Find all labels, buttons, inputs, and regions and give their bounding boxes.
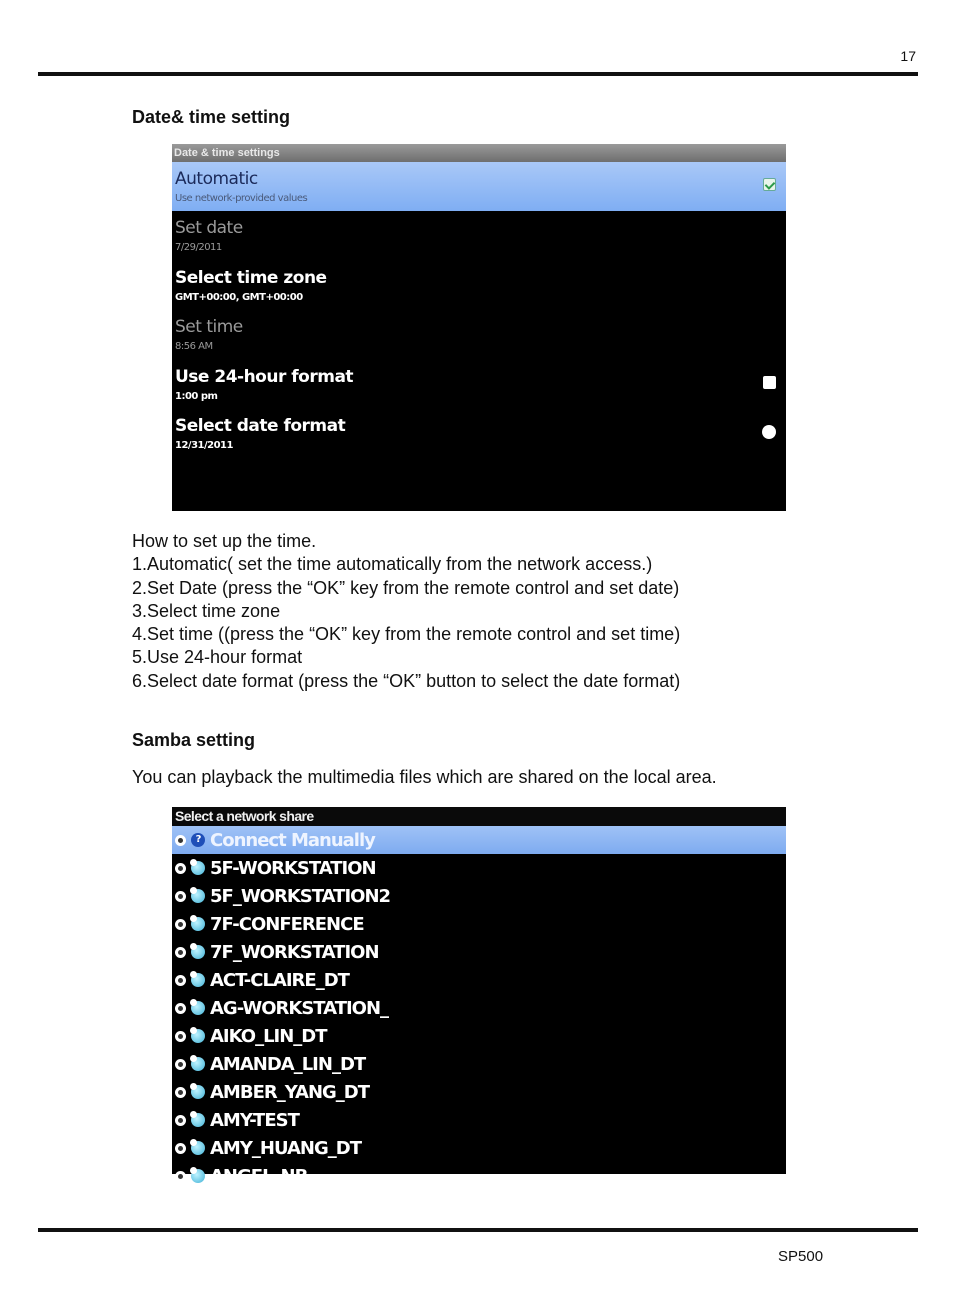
pref-automatic[interactable]: [172, 162, 786, 211]
pref-summary: 8:56 AM: [175, 341, 213, 353]
share-label: AMBER_YANG_DT: [210, 1081, 370, 1103]
share-label: AMANDA_LIN_DT: [210, 1053, 366, 1075]
pref-set-time[interactable]: [172, 310, 786, 360]
instruction-line: 1.Automatic( set the time automatically from the network access.): [132, 554, 653, 575]
pref-summary: Use network-provided values: [175, 193, 308, 204]
share-item-connect-manually[interactable]: [172, 826, 786, 854]
instructions: [132, 530, 680, 693]
share-label: ACT-CLAIRE_DT: [210, 969, 349, 991]
pref-set-date[interactable]: [172, 211, 786, 261]
share-item[interactable]: [172, 994, 786, 1022]
screenshot-title: Select a network share: [172, 807, 786, 826]
share-label: AG-WORKSTATION_: [210, 997, 389, 1019]
network-computer-icon: [191, 1057, 205, 1071]
share-item[interactable]: [172, 1162, 786, 1190]
network-computer-icon: [191, 1029, 205, 1043]
pref-select-time-zone[interactable]: [172, 261, 786, 311]
pref-title: Select time zone: [175, 267, 327, 288]
share-label: 7F-CONFERENCE: [210, 913, 364, 935]
bullet-icon: [175, 1143, 186, 1154]
share-item[interactable]: [172, 1022, 786, 1050]
share-item[interactable]: [172, 1106, 786, 1134]
bullet-icon: [175, 1059, 186, 1070]
bullet-icon: [175, 891, 186, 902]
bullet-icon: [175, 975, 186, 986]
network-computer-icon: [191, 1001, 205, 1015]
instruction-line: 3.Select time zone: [132, 600, 281, 621]
instruction-line: How to set up the time.: [132, 531, 317, 551]
share-label: AIKO_LIN_DT: [210, 1025, 327, 1047]
bullet-icon: [175, 1031, 186, 1042]
checkbox-checked-icon[interactable]: [763, 178, 776, 191]
bullet-icon: [175, 835, 186, 846]
share-label: ANGEL_NB: [210, 1165, 308, 1187]
pref-title: Select date format: [175, 416, 346, 437]
bullet-icon: [175, 1115, 186, 1126]
pref-summary: 12/31/2011: [175, 440, 233, 452]
samba-intro: You can playback the multimedia files which are shared on the local area.: [132, 767, 717, 787]
share-item[interactable]: [172, 1134, 786, 1162]
network-computer-icon: [191, 1113, 205, 1127]
date-time-settings-screenshot: [172, 144, 786, 511]
instruction-line: 2.Set Date (press the “OK” key from the remote control and set date): [132, 577, 680, 598]
top-rule: [38, 72, 918, 76]
share-label: Connect Manually: [210, 829, 375, 851]
network-computer-icon: [191, 945, 205, 959]
share-label: AMY-TEST: [210, 1109, 299, 1131]
network-computer-icon: [191, 973, 205, 987]
share-item[interactable]: [172, 882, 786, 910]
bottom-rule: [38, 1228, 918, 1232]
bullet-icon: [175, 919, 186, 930]
bullet-icon: [175, 1171, 186, 1182]
share-item[interactable]: [172, 1078, 786, 1106]
network-share-screenshot: [172, 807, 786, 1187]
pref-title: Set date: [175, 218, 243, 238]
bullet-icon: [175, 863, 186, 874]
checkbox-unchecked-icon[interactable]: [763, 376, 776, 389]
share-label: AMY_HUANG_DT: [210, 1137, 361, 1159]
network-computer-icon: [191, 889, 205, 903]
share-item[interactable]: [172, 854, 786, 882]
page-number: 17: [900, 48, 916, 64]
pref-title: Automatic: [175, 169, 258, 189]
radio-icon[interactable]: [762, 425, 776, 439]
network-computer-icon: [191, 861, 205, 875]
pref-title: Use 24-hour format: [175, 366, 354, 387]
screenshot-title: Date & time settings: [172, 144, 786, 162]
share-label: 5F_WORKSTATION2: [210, 885, 391, 907]
share-item[interactable]: [172, 966, 786, 994]
pref-24-hour-format[interactable]: [172, 360, 786, 410]
share-item[interactable]: [172, 938, 786, 966]
section-heading-samba: Samba setting: [132, 730, 256, 750]
pref-title: Set time: [175, 317, 243, 338]
pref-summary: 7/29/2011: [175, 242, 222, 253]
pref-summary: 1:00 pm: [175, 390, 218, 402]
share-item[interactable]: [172, 1050, 786, 1078]
share-label: 5F-WORKSTATION: [210, 857, 376, 879]
network-computer-icon: [191, 1141, 205, 1155]
pref-select-date-format[interactable]: [172, 409, 786, 459]
help-icon: ?: [191, 833, 205, 847]
section-heading-date-time: Date& time setting: [132, 107, 291, 127]
instruction-line: 5.Use 24-hour format: [132, 647, 303, 668]
bullet-icon: [175, 1087, 186, 1098]
bullet-icon: [175, 1003, 186, 1014]
share-label: 7F_WORKSTATION: [210, 941, 379, 963]
network-computer-icon: [191, 1169, 205, 1183]
instruction-line: 4.Set time ((press the “OK” key from the remote control and set time): [132, 624, 681, 645]
network-computer-icon: [191, 1085, 205, 1099]
share-item[interactable]: [172, 910, 786, 938]
instruction-line: 6.Select date format (press the “OK” button to select the date format): [132, 670, 681, 691]
pref-summary: GMT+00:00, GMT+00:00: [175, 291, 303, 303]
bullet-icon: [175, 947, 186, 958]
footer-model: SP500: [778, 1248, 824, 1265]
network-computer-icon: [191, 917, 205, 931]
